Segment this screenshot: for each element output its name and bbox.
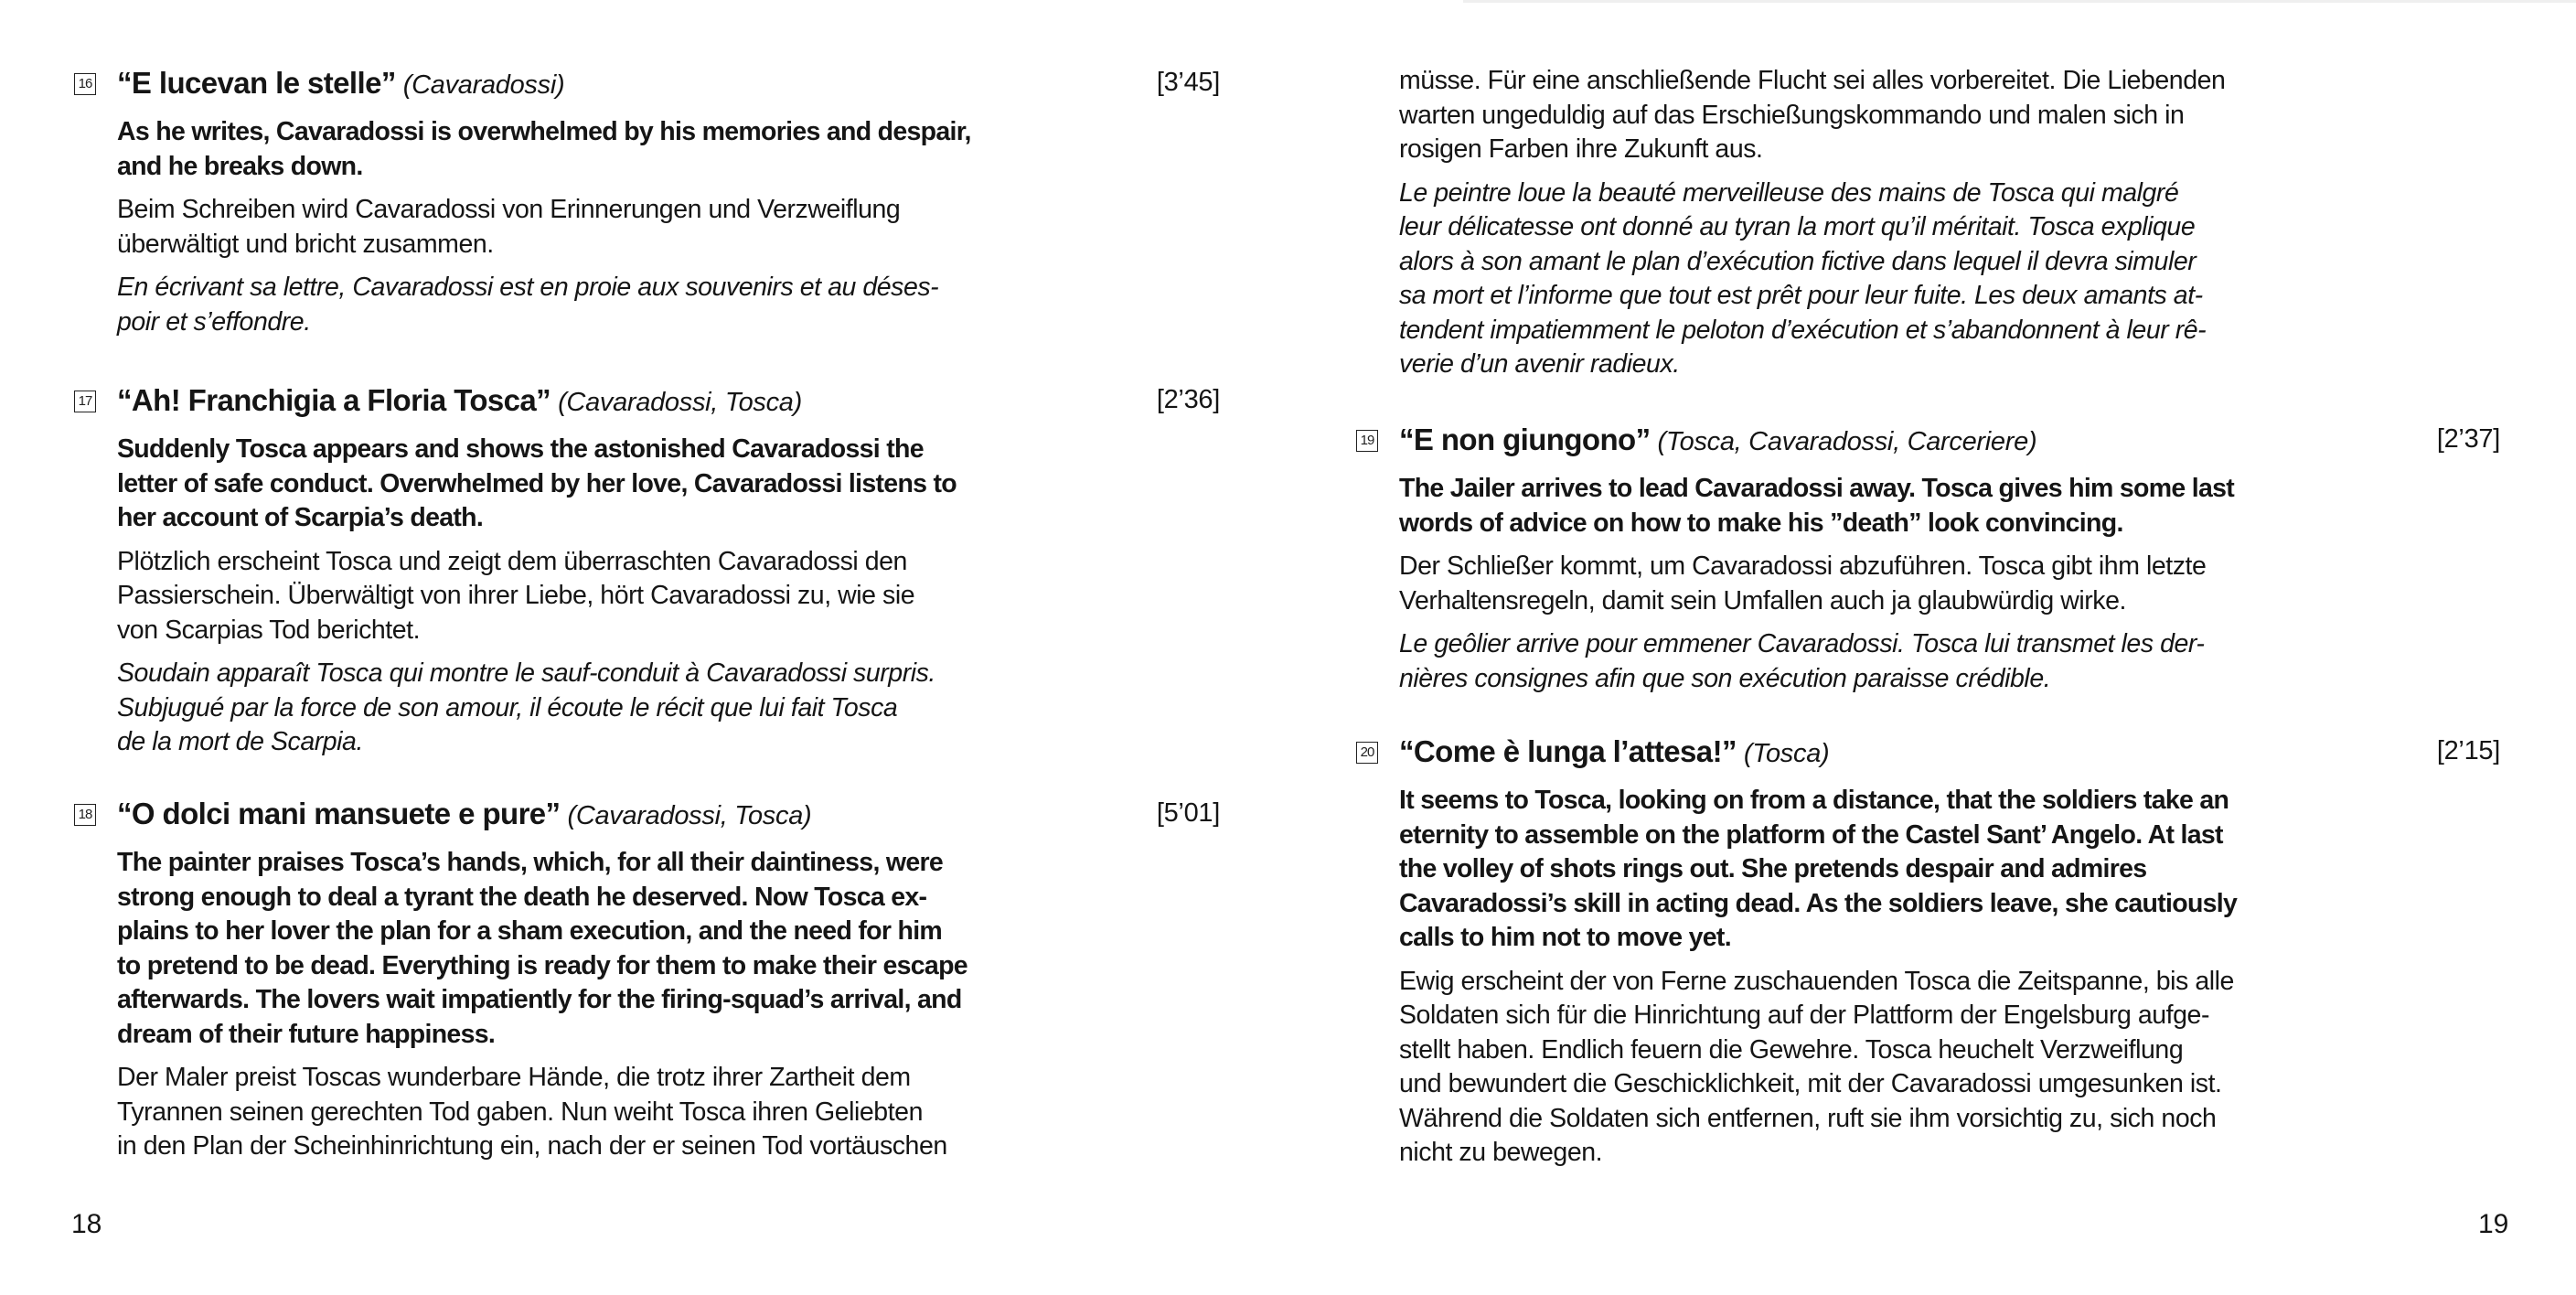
english-synopsis [117, 433, 1220, 536]
text-line: de la mort de Scarpia. [117, 727, 363, 756]
text-line: müsse. Für eine anschließende Flucht sei alles vorbereitet. Die Liebenden [1399, 66, 2226, 95]
german-synopsis [1399, 550, 2500, 618]
text-line: Soldaten sich für die Hinrichtung auf der Plattform der Engelsburg aufge- [1399, 1001, 2209, 1030]
text-line: plains to her lover the plan for a sham execution, and the need for him [117, 916, 943, 946]
track-duration: [2’36] [1156, 385, 1220, 414]
track-duration: [2’37] [2436, 424, 2500, 454]
text-line: von Scarpias Tod berichtet. [117, 615, 421, 645]
text-line: stellt haben. Endlich feuern die Gewehre. Tosca heuchelt Verzweiflung [1399, 1034, 2184, 1065]
text-line: It seems to Tosca, looking on from a distance, that the soldiers take an [1399, 786, 2229, 815]
track-section-20 [1360, 734, 2500, 1171]
english-synopsis [1399, 784, 2500, 956]
track-heading [78, 66, 1220, 106]
text-line: and he breaks down. [117, 151, 363, 181]
text-line: leur délicatesse ont donné au tyran la mort qu’il méritait. Tosca explique [1399, 212, 2196, 241]
text-line: warten ungeduldig auf das Erschießungskommando und malen sich in [1399, 100, 2185, 130]
german-synopsis [1399, 965, 2500, 1171]
text-line: As he writes, Cavaradossi is overwhelmed by his memories and despair, [117, 117, 971, 146]
track-section-18 [78, 797, 1220, 1164]
track-singers: (Tosca, Cavaradossi, Carceriere) [1657, 427, 2037, 456]
text-line: verie d’un avenir radieux. [1399, 349, 1680, 379]
english-synopsis [1399, 472, 2500, 540]
page-19 [1288, 0, 2576, 1295]
page-number-right: 19 [2478, 1209, 2509, 1239]
text-line: words of advice on how to make his ”death” look convincing. [1399, 508, 2123, 538]
english-synopsis [117, 846, 1220, 1052]
text-line: alors à son amant le plan d’exécution fictive dans lequel il devra simuler [1399, 246, 2197, 276]
track-heading [78, 797, 1220, 837]
track-number-box: 18 [74, 804, 96, 826]
text-line: poir et s’effondre. [117, 306, 311, 337]
track-title: “E non giungono” [1399, 423, 1651, 456]
track-singers: (Cavaradossi, Tosca) [558, 388, 802, 417]
track-section-16 [78, 66, 1220, 339]
text-line: afterwards. The lovers wait impatiently for the firing-squad’s arrival, and [117, 985, 962, 1014]
track-number-box: 19 [1356, 430, 1378, 452]
track-title: “Come è lunga l’attesa!” [1399, 734, 1737, 768]
text-line: Plötzlich erscheint Tosca und zeigt dem überraschten Cavaradossi den [117, 546, 907, 576]
text-line: En écrivant sa lettre, Cavaradossi est en proie aux souvenirs et au déses- [117, 273, 939, 302]
text-line: sa mort et l’informe que tout est prêt pour leur fuite. Les deux amants at- [1399, 281, 2203, 310]
page-number-left: 18 [71, 1209, 102, 1239]
german-continuation [1399, 64, 2502, 167]
track-section-17 [78, 383, 1220, 760]
german-synopsis [117, 545, 1220, 648]
text-line: eternity to assemble on the platform of the Castel Sant’ Angelo. At last [1399, 819, 2223, 850]
track-singers: (Tosca) [1743, 739, 1830, 768]
text-line: Der Maler preist Toscas wunderbare Hände, die trotz ihrer Zartheit dem [117, 1063, 911, 1092]
french-synopsis [117, 657, 1220, 760]
text-line: Der Schließer kommt, um Cavaradossi abzuführen. Tosca gibt ihm letzte [1399, 551, 2207, 581]
text-line: überwältigt und bricht zusammen. [117, 229, 494, 259]
text-line: nicht zu bewegen. [1399, 1138, 1603, 1167]
track-duration: [2’15] [2436, 736, 2500, 765]
text-line: und bewundert die Geschicklichkeit, mit der Cavaradossi umgesunken ist. [1399, 1069, 2222, 1098]
text-line: Passierschein. Überwältigt von ihrer Liebe, hört Cavaradossi zu, wie sie [117, 581, 915, 610]
continuation-text [1399, 64, 2502, 382]
text-line: Beim Schreiben wird Cavaradossi von Erinnerungen und Verzweiflung [117, 195, 901, 224]
track-title: “Ah! Franchigia a Floria Tosca” [117, 383, 551, 417]
track-number-box: 16 [74, 73, 96, 95]
track-heading [1360, 423, 2500, 463]
track-title: “E lucevan le stelle” [117, 66, 396, 100]
text-line: her account of Scarpia’s death. [117, 503, 484, 532]
text-line: letter of safe conduct. Overwhelmed by her love, Cavaradossi listens to [117, 468, 957, 498]
text-line: to pretend to be dead. Everything is ready for them to make their escape [117, 950, 967, 980]
track-duration: [5’01] [1156, 798, 1220, 828]
track-singers: (Cavaradossi, Tosca) [567, 801, 812, 830]
text-line: tendent impatiemment le peloton d’exécution et s’abandonnent à leur rê- [1399, 315, 2207, 345]
text-line: the volley of shots rings out. She pretends despair and admires [1399, 854, 2147, 883]
text-line: Subjugué par la force de son amour, il écoute le récit que lui fait Tosca [117, 692, 898, 722]
text-line: strong enough to deal a tyrant the death he deserved. Now Tosca ex- [117, 882, 927, 912]
english-synopsis [117, 115, 1220, 184]
text-line: Le geôlier arrive pour emmener Cavaradossi. Tosca lui transmet les der- [1399, 629, 2205, 658]
track-heading [78, 383, 1220, 423]
german-synopsis [117, 1061, 1220, 1164]
text-line: nières consignes afin que son exécution paraisse crédible. [1399, 663, 2051, 693]
french-synopsis [1399, 627, 2500, 696]
track-number-box: 17 [74, 391, 96, 412]
german-synopsis [117, 193, 1220, 262]
french-synopsis [117, 271, 1220, 339]
track-duration: [3’45] [1156, 68, 1220, 97]
track-heading [1360, 734, 2500, 775]
text-line: The Jailer arrives to lead Cavaradossi away. Tosca gives him some last [1399, 474, 2235, 503]
text-line: The painter praises Tosca’s hands, which, for all their daintiness, were [117, 848, 944, 877]
text-line: Tyrannen seinen gerechten Tod gaben. Nun weiht Tosca ihren Geliebten [117, 1097, 923, 1127]
text-line: dream of their future happiness. [117, 1019, 496, 1049]
text-line: Suddenly Tosca appears and shows the astonished Cavaradossi the [117, 434, 924, 464]
text-line: Cavaradossi’s skill in acting dead. As the soldiers leave, she cautiously [1399, 888, 2238, 918]
french-continuation [1399, 177, 2502, 382]
text-line: in den Plan der Scheinhinrichtung ein, nach der er seinen Tod vortäuschen [117, 1131, 947, 1161]
text-line: Soudain apparaît Tosca qui montre le sauf-conduit à Cavaradossi surpris. [117, 658, 935, 688]
text-line: Le peintre loue la beauté merveilleuse des mains de Tosca qui malgré [1399, 177, 2179, 208]
text-line: calls to him not to move yet. [1399, 923, 1731, 952]
text-line: Ewig erscheint der von Ferne zuschauenden Tosca die Zeitspanne, bis alle [1399, 966, 2234, 996]
text-line: Während die Soldaten sich entfernen, ruft sie ihm vorsichtig zu, sich noch [1399, 1103, 2217, 1133]
track-singers: (Cavaradossi) [402, 70, 565, 100]
track-number-box: 20 [1356, 742, 1378, 764]
track-section-19 [1360, 423, 2500, 696]
text-line: Verhaltensregeln, damit sein Umfallen auch ja glaubwürdig wirke. [1399, 585, 2126, 615]
text-line: rosigen Farben ihre Zukunft aus. [1399, 134, 1763, 164]
track-title: “O dolci mani mansuete e pure” [117, 797, 561, 830]
